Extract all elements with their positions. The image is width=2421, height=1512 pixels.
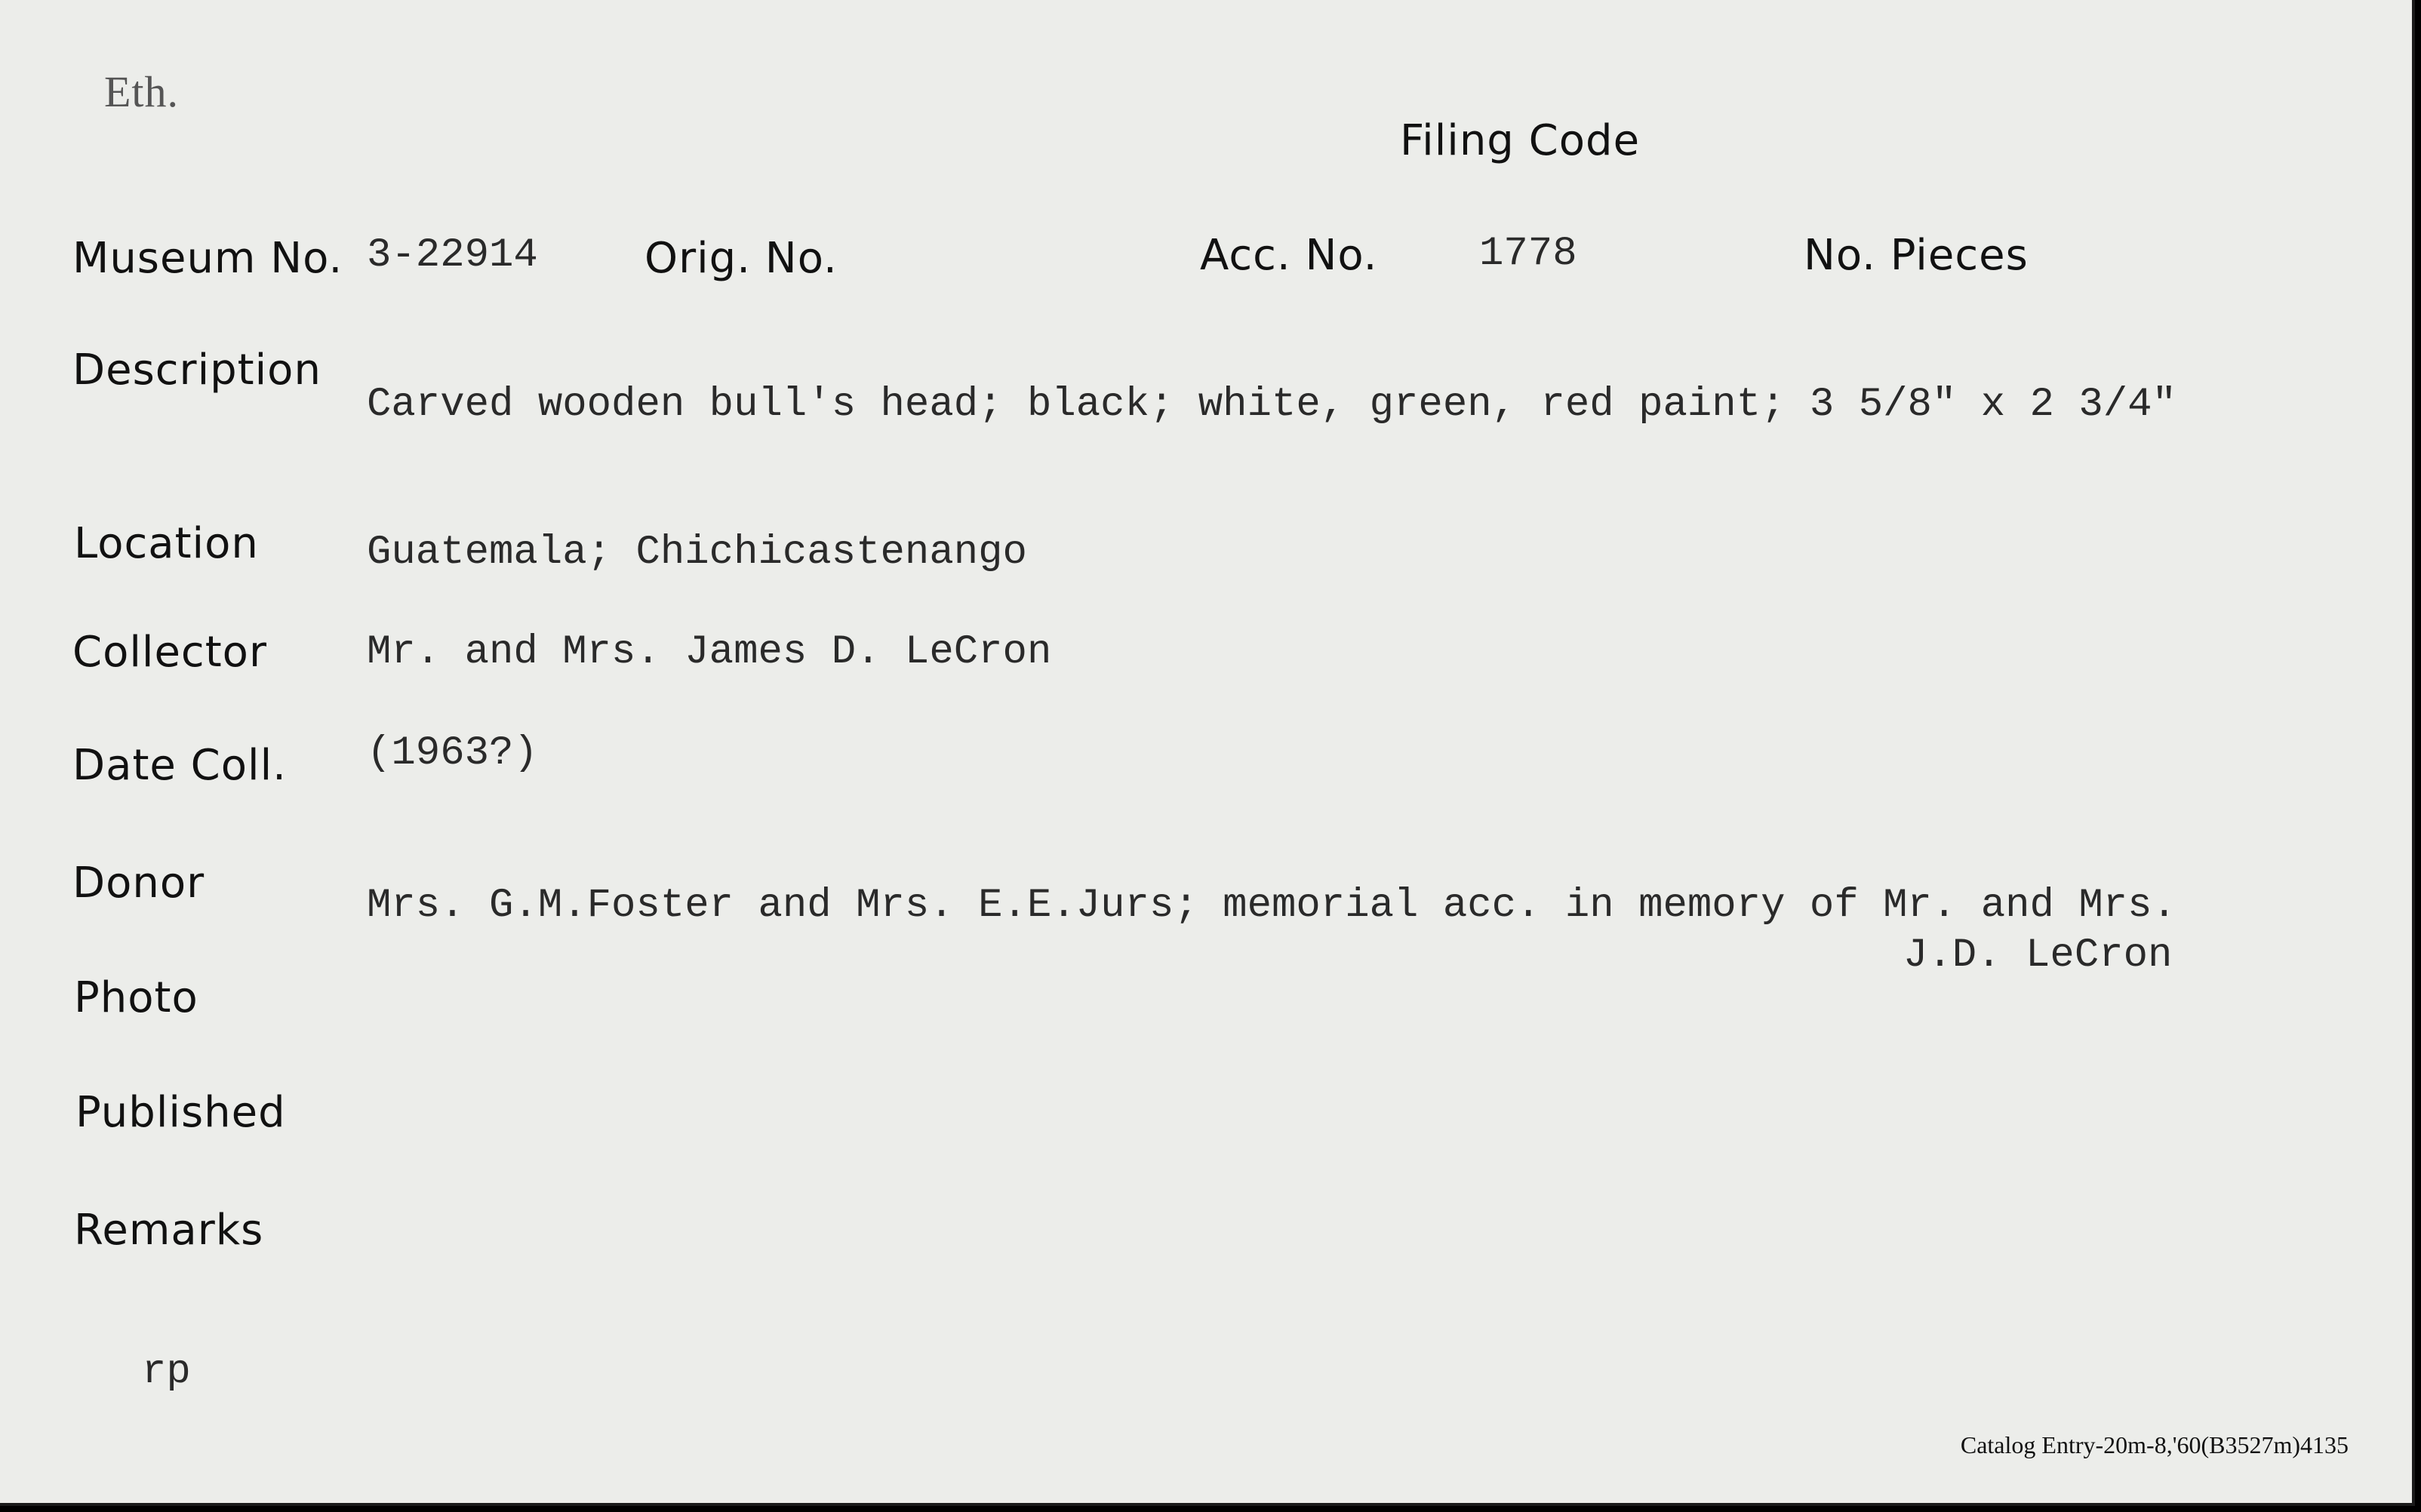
filing-code-label: Filing Code [1400,116,1641,165]
catalog-footer: Catalog Entry-20m-8,'60(B3527m)4135 [1960,1431,2349,1458]
department-stamp: Eth. [104,67,180,116]
description-label: Description [72,346,321,395]
orig-no-label: Orig. No. [644,234,838,283]
remarks-label: Remarks [74,1206,264,1255]
date-coll-value: (1963?) [367,730,538,776]
location-value: Guatemala; Chichicastenango [367,530,1027,576]
initials: rp [142,1349,191,1395]
collector-value: Mr. and Mrs. James D. LeCron [367,629,1052,675]
donor-value-line2: J.D. LeCron [1903,933,2173,979]
bleed-through-shadow [921,694,2355,860]
date-coll-label: Date Coll. [72,741,287,790]
museum-no-label: Museum No. [72,234,343,283]
donor-label: Donor [72,859,205,908]
published-label: Published [75,1088,286,1137]
description-value: Carved wooden bull's head; black; white, green, red paint; 3 5/8" x 2 3/4" [367,382,2176,428]
acc-no-label: Acc. No. [1200,231,1378,280]
location-label: Location [74,519,259,568]
collector-label: Collector [72,628,267,677]
donor-value-line1: Mrs. G.M.Foster and Mrs. E.E.Jurs; memorial acc. in memory of Mr. and Mrs. [367,883,2176,929]
no-pieces-label: No. Pieces [1804,231,2029,280]
museum-no-value: 3-22914 [367,232,538,278]
photo-label: Photo [74,973,198,1022]
acc-no-value: 1778 [1479,231,1577,277]
